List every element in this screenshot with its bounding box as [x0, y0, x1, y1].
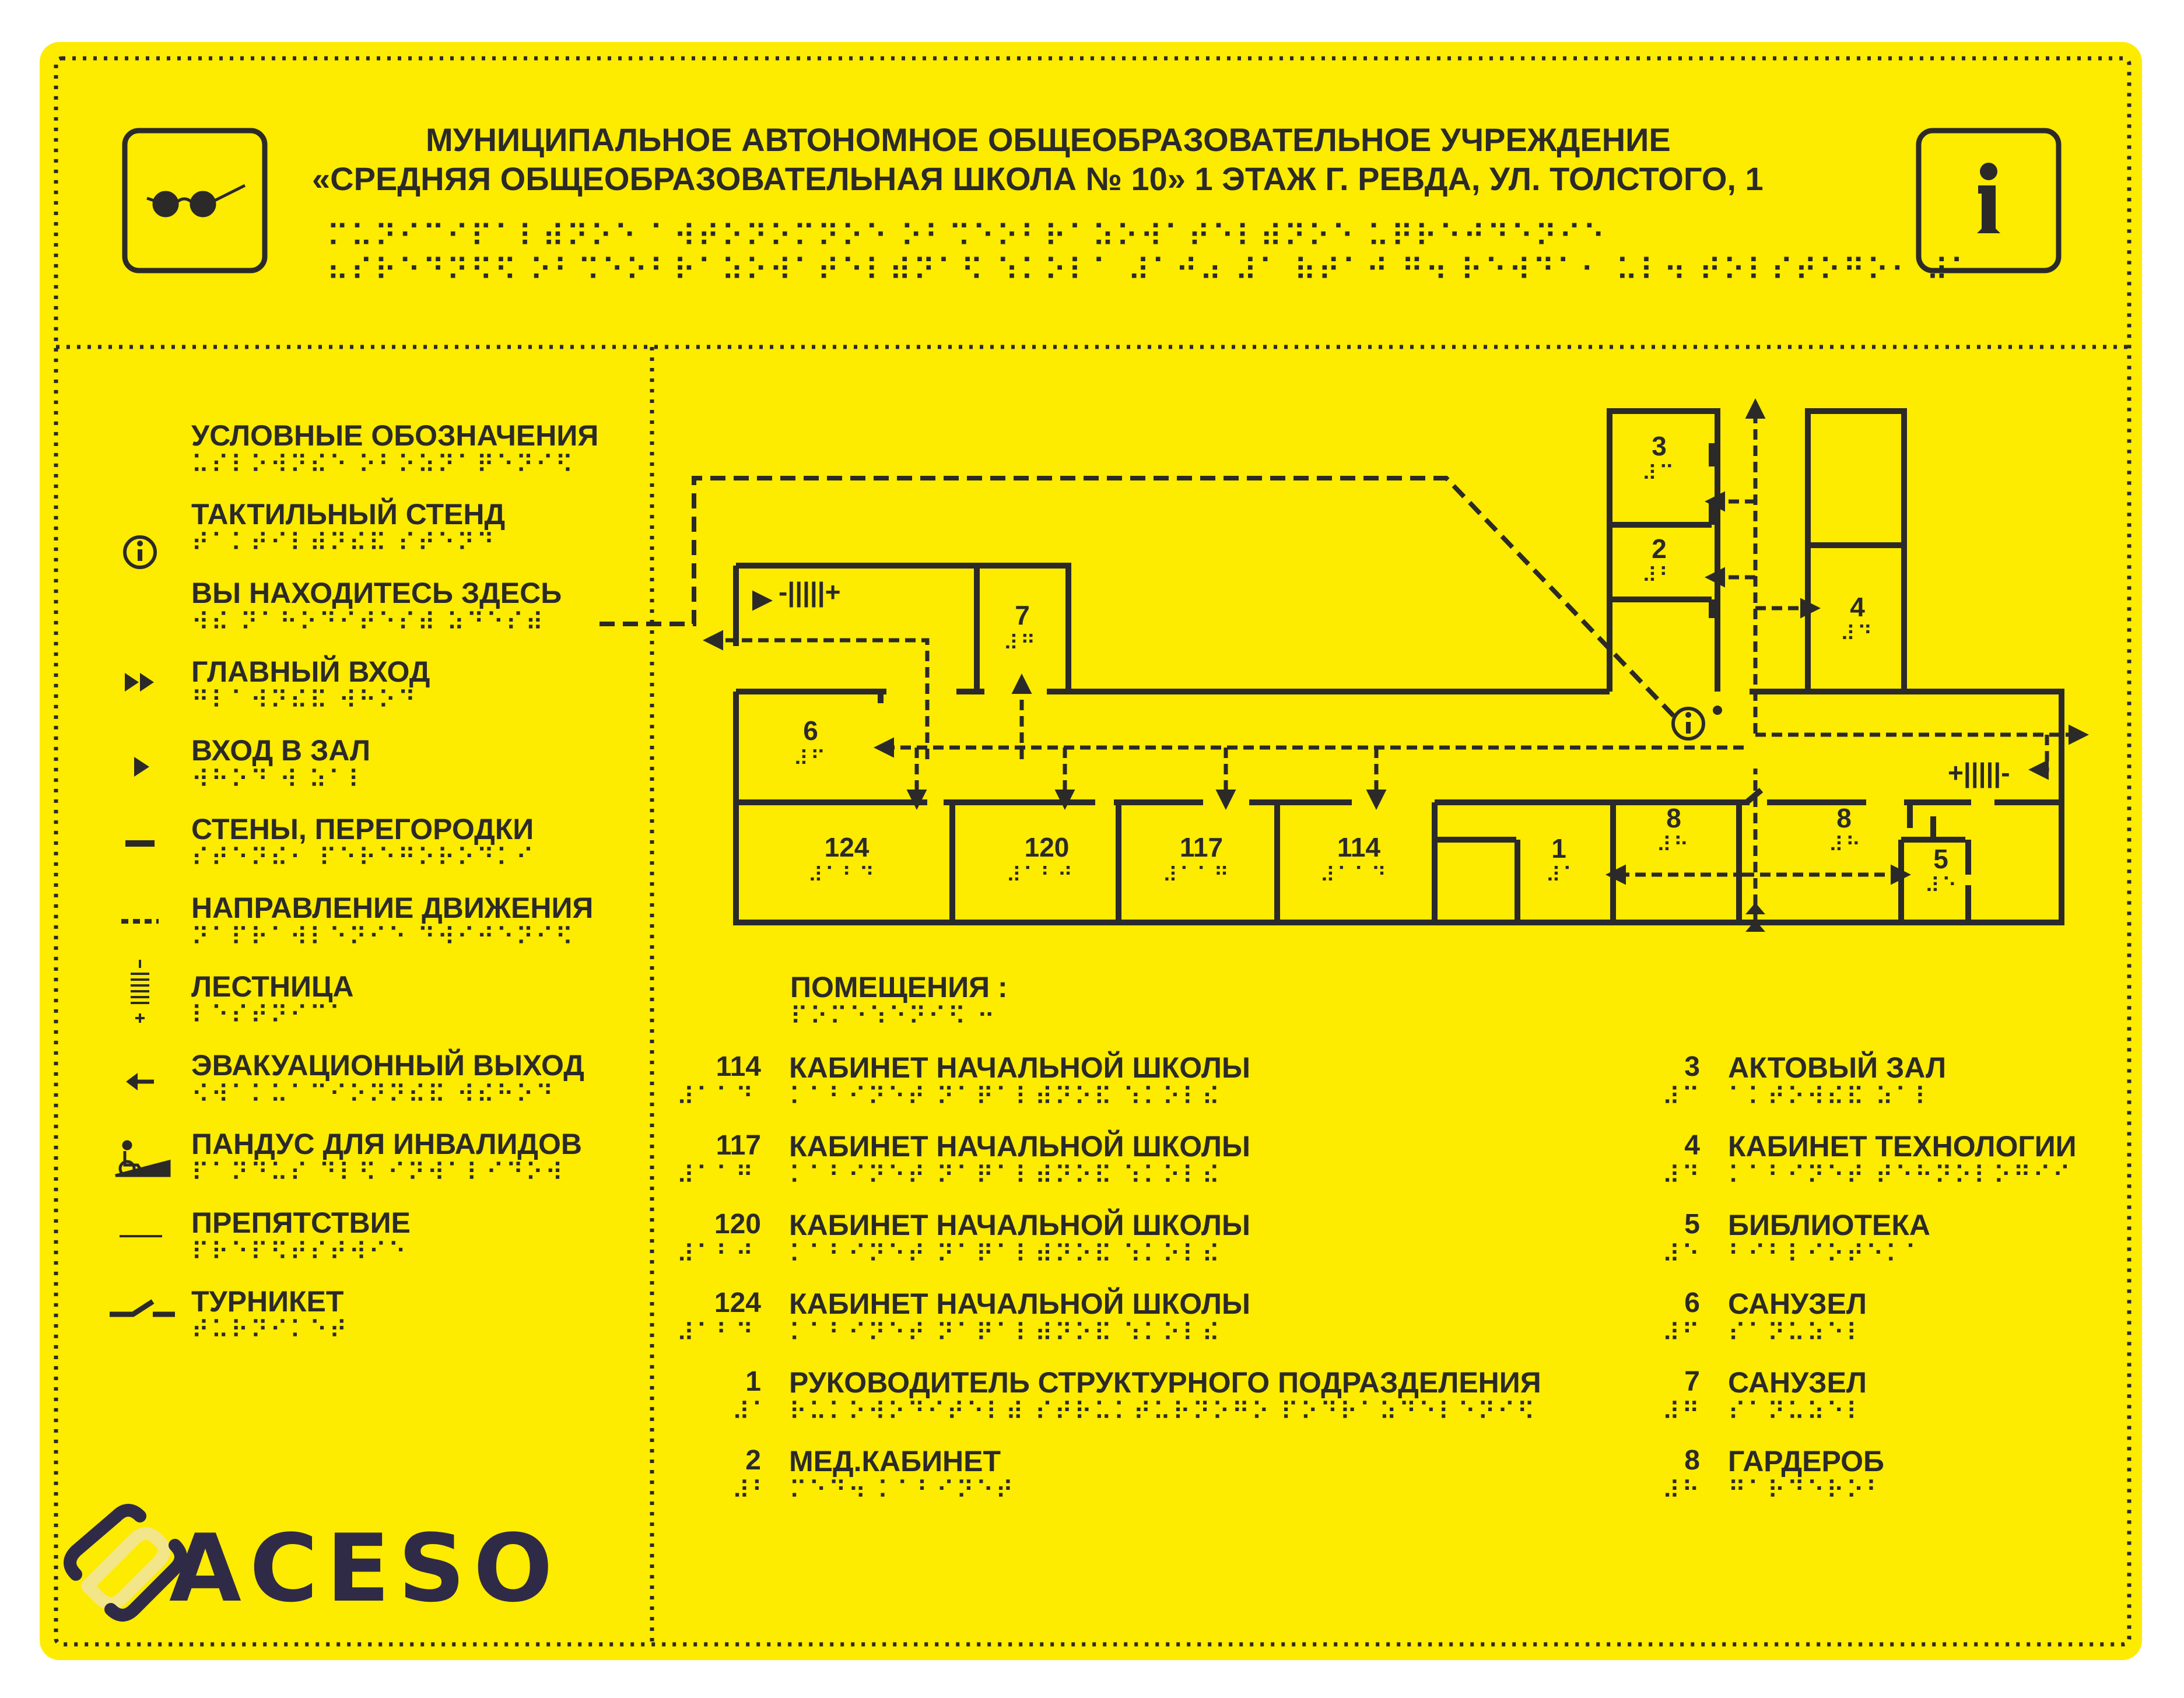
info-circle-icon [125, 537, 155, 567]
turnstile-icon [110, 1301, 175, 1314]
legend-braille: ⠞⠥⠗⠝⠊⠅⠑⠞ [191, 1315, 349, 1344]
arrow-left-icon [126, 1073, 154, 1090]
room-number-braille: ⠼⠁⠁⠛ [676, 1161, 756, 1190]
room-name: ГАРДЕРОБ [1728, 1445, 1884, 1478]
room-name: КАБИНЕТ НАЧАЛЬНОЙ ШКОЛЫ [789, 1051, 1250, 1084]
double-triangle-icon [125, 673, 154, 692]
legend-braille: ⠝⠁⠏⠗⠁⠺⠇⠑⠝⠊⠑ ⠙⠺⠊⠚⠑⠝⠊⠫ [191, 922, 575, 951]
plan-room-braille: ⠼⠛ [1003, 632, 1037, 655]
legend-label: ВЫ НАХОДИТЕСЬ ЗДЕСЬ [191, 577, 562, 609]
plan-room-braille: ⠼⠑ [1924, 874, 1959, 898]
room-name: КАБИНЕТ НАЧАЛЬНОЙ ШКОЛЫ [789, 1209, 1250, 1241]
room-braille: ⠎⠁⠝⠥⠵⠑⠇ [1728, 1397, 1866, 1426]
room-number: 1 [745, 1366, 761, 1397]
plan-room-braille: ⠼⠁⠃⠚ [1006, 864, 1075, 887]
room-number-braille: ⠼⠛ [1662, 1397, 1702, 1426]
header-braille-line2: ⠦⠎⠗⠑⠙⠝⠫⠫ ⠕⠃⠩⠑⠕⠃⠗⠁⠵⠕⠺⠁⠞⠑⠇⠾⠝⠁⠫ ⠱⠅⠕⠇⠁ ⠼⠁⠚⠴ ⠼⠁ ⠷⠞⠁⠚ ⠛⠲ ⠗⠑⠺⠙⠁⠂ ⠥⠇⠲ ⠞⠕⠇⠎⠞⠕⠛⠕⠂ ⠼⠁ [327, 253, 1974, 288]
legend-label: НАПРАВЛЕНИЕ ДВИЖЕНИЯ [191, 892, 594, 924]
room-number-braille: ⠼⠉ [1662, 1082, 1702, 1111]
room-braille: ⠛⠁⠗⠙⠑⠗⠕⠃ [1728, 1476, 1886, 1504]
rooms-heading-braille: ⠏⠕⠍⠑⠱⠑⠝⠊⠫ ⠒ [790, 1002, 997, 1030]
room-braille: ⠅⠁⠃⠊⠝⠑⠞ ⠞⠑⠓⠝⠕⠇⠕⠛⠊⠊ [1728, 1161, 2073, 1190]
room-braille: ⠅⠁⠃⠊⠝⠑⠞ ⠝⠁⠟⠁⠇⠾⠝⠕⠯ ⠱⠅⠕⠇⠮ [789, 1240, 1222, 1268]
info-icon [1919, 131, 2059, 271]
room-number: 4 [1684, 1130, 1700, 1161]
plan-room-braille: ⠼⠋ [793, 747, 828, 771]
plan-room-label: 2 [1652, 534, 1667, 564]
legend-braille: ⠞⠁⠅⠞⠊⠇⠾⠝⠮⠯ ⠎⠞⠑⠝⠙ [191, 528, 496, 557]
room-number-braille: ⠼⠋ [1662, 1318, 1702, 1347]
room-braille: ⠍⠑⠙⠲ ⠅⠁⠃⠊⠝⠑⠞ [789, 1476, 1015, 1504]
room-number-braille: ⠼⠑ [1662, 1240, 1702, 1268]
plan-room-label: 8 [1836, 803, 1852, 833]
plan-room-label: 1 [1551, 833, 1566, 864]
room-number: 6 [1684, 1287, 1700, 1318]
room-name: МЕД.КАБИНЕТ [789, 1445, 1001, 1478]
header-title-line2: «СРЕДНЯЯ ОБЩЕОБРАЗОВАТЕЛЬНАЯ ШКОЛА № 10» 1 ЭТАЖ Г. РЕВДА, УЛ. ТОЛСТОГО, 1 [312, 160, 1764, 197]
room-number: 7 [1684, 1366, 1700, 1397]
stairs-icon [131, 960, 149, 1023]
room-name: РУКОВОДИТЕЛЬ СТРУКТУРНОГО ПОДРАЗДЕЛЕНИЯ [789, 1366, 1541, 1399]
legend-braille: ⠛⠇⠁⠺⠝⠮⠯ ⠺⠓⠕⠙ [191, 686, 418, 714]
plan-room-braille: ⠼⠙ [1840, 622, 1874, 646]
legend-label: ТУРНИКЕТ [191, 1285, 344, 1318]
aceso-logo-text: ACESO [169, 1514, 561, 1623]
low-vision-glasses-icon [125, 131, 265, 271]
legend-braille: ⠺⠮ ⠝⠁⠓⠕⠙⠊⠞⠑⠎⠾ ⠵⠙⠑⠎⠾ [191, 608, 545, 636]
room-number: 117 [716, 1130, 761, 1161]
room-number-braille: ⠼⠁⠁⠙ [676, 1082, 756, 1111]
plan-room-braille: ⠼⠁⠃⠙ [808, 864, 877, 887]
room-braille: ⠅⠁⠃⠊⠝⠑⠞ ⠝⠁⠟⠁⠇⠾⠝⠕⠯ ⠱⠅⠕⠇⠮ [789, 1082, 1222, 1111]
legend-label: СТЕНЫ, ПЕРЕГОРОДКИ [191, 813, 534, 846]
room-number: 8 [1684, 1445, 1700, 1476]
room-braille: ⠎⠁⠝⠥⠵⠑⠇ [1728, 1318, 1866, 1347]
room-number: 5 [1684, 1209, 1700, 1240]
plan-stairs-left: -|||||+ [779, 577, 841, 607]
room-braille: ⠗⠥⠅⠕⠺⠕⠙⠊⠞⠑⠇⠾ ⠎⠞⠗⠥⠅⠞⠥⠗⠝⠕⠛⠕ ⠏⠕⠙⠗⠁⠵⠙⠑⠇⠑⠝⠊⠫ [789, 1397, 1537, 1426]
legend-label: ГЛАВНЫЙ ВХОД [191, 655, 430, 688]
room-name: САНУЗЕЛ [1728, 1287, 1867, 1320]
you-are-here-leader [600, 478, 1675, 717]
legend-braille: ⠪⠺⠁⠅⠥⠁⠉⠊⠕⠝⠝⠮⠯ ⠺⠮⠓⠕⠙ [191, 1080, 556, 1108]
legend-label: ЛЕСТНИЦА [191, 970, 354, 1003]
header-braille-line1: ⠍⠥⠝⠊⠉⠊⠏⠁⠇⠾⠝⠕⠑ ⠁⠺⠞⠕⠝⠕⠍⠝⠕⠑ ⠕⠃⠩⠑⠕⠃⠗⠁⠵⠕⠺⠁⠞⠑⠇⠾⠝⠕⠑ ⠥⠟⠗⠑⠚⠙⠑⠝⠊⠑ [327, 219, 1607, 254]
room-braille: ⠅⠁⠃⠊⠝⠑⠞ ⠝⠁⠟⠁⠇⠾⠝⠕⠯ ⠱⠅⠕⠇⠮ [789, 1161, 1222, 1190]
plan-room-label: 6 [803, 715, 818, 746]
wall-icon [125, 840, 155, 847]
you-are-here-marker [1673, 706, 1722, 739]
plan-room-braille: ⠼⠓ [1828, 833, 1863, 857]
room-name: САНУЗЕЛ [1728, 1366, 1867, 1399]
room-number: 124 [714, 1287, 761, 1318]
room-braille: ⠅⠁⠃⠊⠝⠑⠞ ⠝⠁⠟⠁⠇⠾⠝⠕⠯ ⠱⠅⠕⠇⠮ [789, 1318, 1222, 1347]
wheelchair-ramp-icon [115, 1142, 169, 1176]
plan-room-label: 8 [1666, 803, 1681, 833]
legend-icons [110, 537, 175, 1314]
aceso-chain-logo-icon [70, 1510, 181, 1615]
header-title-line1: МУНИЦИПАЛЬНОЕ АВТОНОМНОЕ ОБЩЕОБРАЗОВАТЕЛЬНОЕ УЧРЕЖДЕНИЕ [426, 121, 1671, 158]
plan-room-label: 5 [1933, 844, 1948, 874]
legend-label: ЭВАКУАЦИОННЫЙ ВЫХОД [191, 1049, 584, 1082]
room-number-braille: ⠼⠁ [732, 1397, 772, 1426]
room-name: БИБЛИОТЕКА [1728, 1209, 1930, 1241]
plan-room-label: 124 [824, 832, 870, 862]
plan-room-braille: ⠼⠁⠁⠛ [1162, 864, 1231, 887]
legend-label: ПРЕПЯТСТВИЕ [191, 1206, 411, 1239]
room-number: 3 [1684, 1051, 1700, 1082]
room-number-braille: ⠼⠓ [1662, 1476, 1702, 1504]
legend-label: ВХОД В ЗАЛ [191, 734, 371, 767]
legend-label: ТАКТИЛЬНЫЙ СТЕНД [191, 498, 506, 531]
legend-braille: ⠺⠓⠕⠙ ⠺ ⠵⠁⠇ [191, 765, 368, 794]
plan-room-label: 7 [1015, 600, 1030, 630]
plan-room-label: 117 [1179, 832, 1224, 862]
room-name: КАБИНЕТ НАЧАЛЬНОЙ ШКОЛЫ [789, 1130, 1250, 1163]
triangle-icon [134, 757, 149, 777]
plan-room-braille: ⠼⠃ [1642, 564, 1676, 588]
plan-room-label: 3 [1652, 431, 1667, 461]
room-number: 120 [714, 1209, 761, 1240]
plan-room-label: 120 [1024, 832, 1070, 862]
plan-room-braille: ⠼⠓ [1656, 833, 1691, 857]
rooms-heading: ПОМЕЩЕНИЯ : [790, 971, 1008, 1004]
plan-room-braille: ⠼⠉ [1642, 462, 1676, 486]
floor-plan-walls [736, 411, 2062, 922]
room-number-braille: ⠼⠁⠃⠙ [676, 1318, 756, 1347]
legend-braille: ⠏⠗⠑⠏⠫⠞⠎⠞⠺⠊⠑ [191, 1237, 408, 1266]
room-number-braille: ⠼⠙ [1662, 1161, 1702, 1190]
plan-room-braille: ⠼⠁ [1545, 864, 1580, 887]
legend-label: ПАНДУС ДЛЯ ИНВАЛИДОВ [191, 1128, 583, 1160]
room-number: 114 [716, 1051, 761, 1082]
room-name: КАБИНЕТ НАЧАЛЬНОЙ ШКОЛЫ [789, 1287, 1250, 1320]
legend-braille: ⠇⠑⠎⠞⠝⠊⠉⠁ [191, 1001, 349, 1029]
legend-braille: ⠎⠞⠑⠝⠮⠂ ⠏⠑⠗⠑⠛⠕⠗⠕⠙⠅⠊ [191, 843, 536, 872]
room-braille: ⠁⠅⠞⠕⠺⠮⠯ ⠵⠁⠇ [1728, 1082, 1934, 1111]
room-number: 2 [745, 1445, 761, 1476]
room-number-braille: ⠼⠃ [732, 1476, 772, 1504]
room-braille: ⠃⠊⠃⠇⠊⠕⠞⠑⠅⠁ [1728, 1240, 1925, 1268]
room-number-braille: ⠼⠁⠃⠚ [676, 1240, 756, 1268]
plan-room-braille: ⠼⠁⠁⠙ [1320, 864, 1389, 887]
legend-label: УСЛОВНЫЕ ОБОЗНАЧЕНИЯ [191, 419, 599, 452]
room-name: КАБИНЕТ ТЕХНОЛОГИИ [1728, 1130, 2077, 1163]
plan-stairs-right: +|||||- [1948, 757, 2010, 788]
legend-braille: ⠥⠎⠇⠕⠺⠝⠮⠑ ⠕⠃⠕⠵⠝⠁⠟⠑⠝⠊⠫ [191, 450, 575, 479]
plan-room-label: 4 [1850, 592, 1865, 622]
plan-room-label: 114 [1337, 832, 1381, 862]
legend-braille: ⠏⠁⠝⠙⠥⠎ ⠙⠇⠫ ⠊⠝⠺⠁⠇⠊⠙⠕⠺ [191, 1158, 565, 1187]
room-name: АКТОВЫЙ ЗАЛ [1728, 1051, 1947, 1084]
